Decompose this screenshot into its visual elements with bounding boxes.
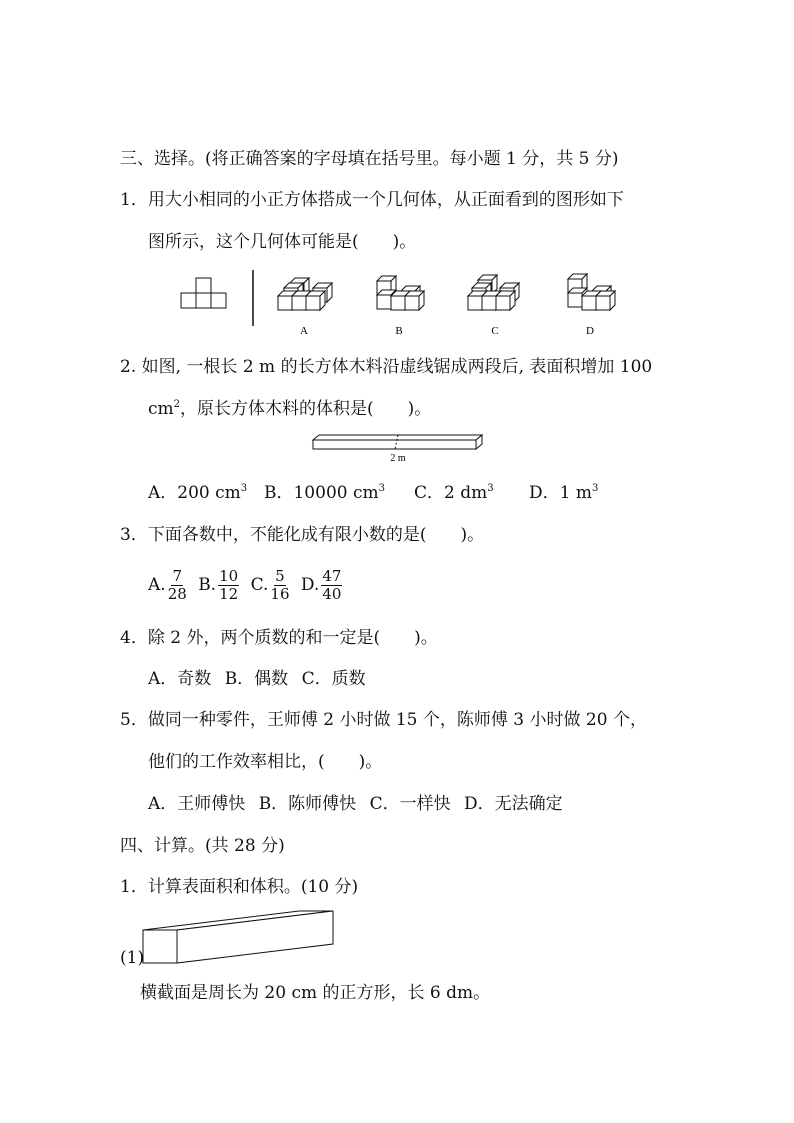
q1-text-line1: 1．用大小相同的小正方体搭成一个几何体，从正面看到的图形如下 [120, 190, 624, 210]
q1-label-d: D [586, 325, 594, 337]
q1-label-a: A [300, 325, 308, 337]
section4-heading: 四、计算。(共 28 分) [120, 836, 285, 856]
q3-fraction-c: $\frac{5}{16}$ [270, 567, 290, 603]
q5-option-c[interactable]: C．一样快 [369, 794, 451, 814]
q3-option-b[interactable]: B. $\frac{10}{12}$ [198, 567, 239, 603]
q2-unit-exponent: 2 [173, 399, 181, 410]
q2-figure-label: 2 m [390, 453, 406, 464]
q2-option-d[interactable]: D．1 $m^3$ [529, 483, 599, 503]
q3-fraction-a: $\frac{7}{28}$ [167, 567, 187, 603]
q4-option-c[interactable]: C．质数 [301, 669, 366, 689]
q3-text-line1: 3．下面各数中，不能化成有限小数的是( )。 [120, 525, 485, 545]
q3-option-a[interactable]: A. $\frac{7}{28}$ [148, 567, 187, 603]
q2-question: ，原长方体木料的体积是( )。 [180, 399, 432, 419]
q2-unit: cm [148, 399, 174, 419]
q5-text-line1: 5．做同一种零件，王师傅 2 小时做 15 个，陈师傅 3 小时做 20 个， [120, 710, 647, 730]
q5-option-a[interactable]: A．王师傅快 [148, 794, 246, 814]
q3-fraction-d: $\frac{47}{40}$ [322, 567, 342, 603]
q1-label-c: C [491, 325, 499, 337]
s4-q1-sub-label: (1) [120, 948, 145, 968]
q1-text-line2: 图所示，这个几何体可能是( )。 [148, 232, 417, 252]
q3-option-d[interactable]: D. $\frac{47}{40}$ [300, 567, 342, 603]
q5-text-line2: 他们的工作效率相比，( )。 [148, 752, 383, 772]
q2-text-line1: 2. 如图, 一根长 2 m 的长方体木料沿虚线锯成两段后, 表面积增加 100 [120, 357, 653, 377]
q1-label-b: B [395, 325, 403, 337]
q5-option-d[interactable]: D．无法确定 [464, 794, 563, 814]
q4-text-line1: 4．除 2 外，两个质数的和一定是( )。 [120, 628, 438, 648]
q2-option-b[interactable]: B．10000 $cm^3$ [264, 483, 385, 503]
q2-option-a[interactable]: A．200 $cm^3$ [148, 483, 248, 503]
q4-option-a[interactable]: A．奇数 [148, 669, 212, 689]
s4-q1-description: 横截面是周长为 20 cm 的正方形，长 6 dm。 [140, 983, 491, 1003]
s4-q1-text: 1．计算表面积和体积。(10 分) [120, 877, 359, 897]
q4-option-b[interactable]: B．偶数 [224, 669, 289, 689]
q5-option-b[interactable]: B．陈师傅快 [258, 794, 357, 814]
section3-heading: 三、选择。(将正确答案的字母填在括号里。每小题 1 分，共 5 分) [120, 149, 619, 169]
q2-option-c[interactable]: C．2 $dm^3$ [414, 483, 494, 503]
q3-option-c[interactable]: C. $\frac{5}{16}$ [250, 567, 290, 603]
q3-fraction-b: $\frac{10}{12}$ [219, 567, 239, 603]
